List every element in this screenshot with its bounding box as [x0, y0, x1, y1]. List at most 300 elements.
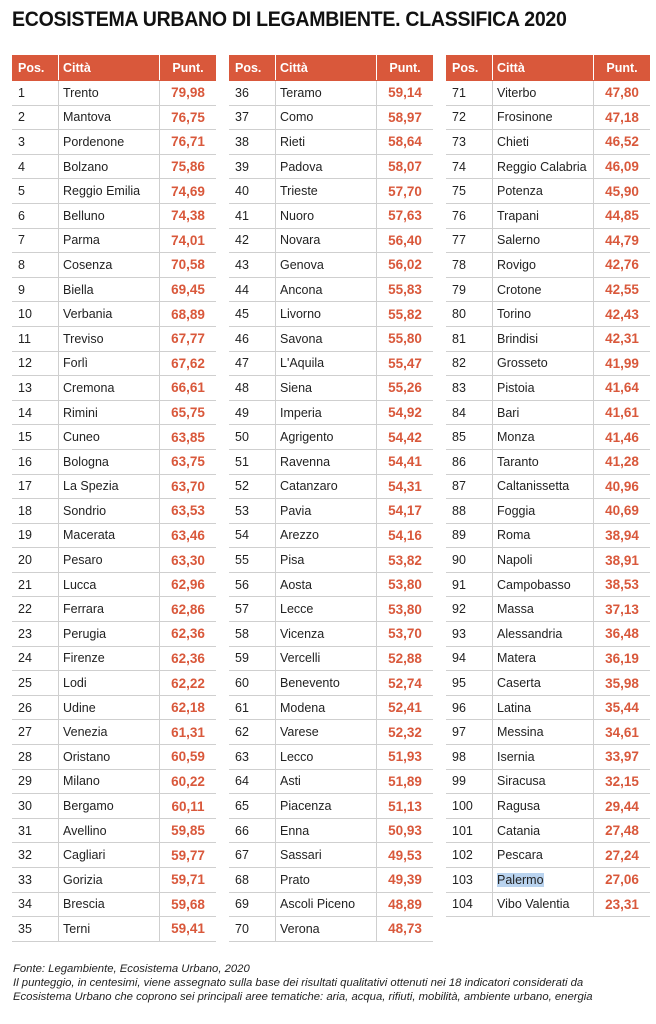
city-name-cell — [493, 646, 594, 671]
score: 59,14 — [377, 81, 434, 106]
table-row — [446, 720, 650, 745]
rank-position: 72 — [446, 105, 493, 130]
rank-position: 17 — [12, 474, 59, 499]
table-row — [12, 868, 216, 893]
score: 59,71 — [160, 868, 217, 893]
city-name-cell — [493, 253, 594, 278]
score: 45,90 — [594, 179, 651, 204]
score: 59,77 — [160, 843, 217, 868]
score: 51,89 — [377, 769, 434, 794]
table-row — [446, 400, 650, 425]
city-name-cell — [276, 622, 377, 647]
city-name: Monza — [497, 430, 535, 445]
rank-position: 102 — [446, 843, 493, 868]
city-name-cell — [276, 449, 377, 474]
table-row — [446, 769, 650, 794]
city-name: Imperia — [280, 405, 322, 420]
city-name-cell — [59, 81, 160, 106]
rank-position: 31 — [12, 818, 59, 843]
score: 48,73 — [377, 917, 434, 942]
table-row — [229, 203, 433, 228]
header-points: Punt. — [594, 55, 651, 81]
city-name: Bergamo — [63, 799, 114, 814]
table-row — [12, 572, 216, 597]
city-name-cell — [59, 105, 160, 130]
score: 61,31 — [160, 720, 217, 745]
city-name: Parma — [63, 233, 100, 248]
rank-position: 77 — [446, 228, 493, 253]
city-name-cell — [493, 499, 594, 524]
table-row — [446, 843, 650, 868]
table-row — [12, 548, 216, 573]
city-name-cell — [493, 203, 594, 228]
table-row — [12, 523, 216, 548]
header-city: Città — [493, 55, 594, 81]
table-row — [229, 572, 433, 597]
score: 62,36 — [160, 646, 217, 671]
city-name: Macerata — [63, 528, 116, 543]
city-name: Modena — [280, 700, 326, 715]
city-name-cell — [276, 523, 377, 548]
score: 41,61 — [594, 400, 651, 425]
table-row — [446, 868, 650, 893]
rank-position: 61 — [229, 695, 276, 720]
table-row — [229, 695, 433, 720]
score: 55,26 — [377, 376, 434, 401]
city-name: Foggia — [497, 503, 536, 518]
table-row — [229, 302, 433, 327]
table-header-row — [446, 55, 650, 81]
score: 63,85 — [160, 425, 217, 450]
score: 62,86 — [160, 597, 217, 622]
table-row — [12, 794, 216, 819]
score: 53,80 — [377, 572, 434, 597]
city-name: Lucca — [63, 577, 97, 592]
city-name-cell — [493, 130, 594, 155]
score: 41,28 — [594, 449, 651, 474]
score: 52,41 — [377, 695, 434, 720]
city-name: Treviso — [63, 331, 104, 346]
city-name: Latina — [497, 700, 532, 715]
ranking-table — [229, 55, 433, 942]
score: 52,74 — [377, 671, 434, 696]
city-name: Ragusa — [497, 799, 541, 814]
rank-position: 11 — [12, 326, 59, 351]
table-row — [229, 597, 433, 622]
score: 75,86 — [160, 154, 217, 179]
city-name: Viterbo — [497, 85, 537, 100]
table-row — [229, 843, 433, 868]
table-row — [229, 253, 433, 278]
table-row — [229, 105, 433, 130]
city-name-cell — [276, 400, 377, 425]
city-name: Trento — [63, 85, 99, 100]
table-row — [229, 474, 433, 499]
rank-position: 89 — [446, 523, 493, 548]
city-name: Pescara — [497, 848, 543, 863]
city-name: Vibo Valentia — [497, 897, 570, 912]
rank-position: 86 — [446, 449, 493, 474]
score: 65,75 — [160, 400, 217, 425]
score: 54,17 — [377, 499, 434, 524]
score: 54,31 — [377, 474, 434, 499]
city-name: Ancona — [280, 282, 323, 297]
city-name-cell — [276, 671, 377, 696]
city-name-cell — [493, 695, 594, 720]
city-name-cell — [276, 548, 377, 573]
city-name: Bolzano — [63, 159, 109, 174]
city-name: Venezia — [63, 725, 108, 740]
table-row — [229, 400, 433, 425]
table-row — [229, 868, 433, 893]
table-row — [446, 326, 650, 351]
rank-position: 35 — [12, 917, 59, 942]
city-name: Catania — [497, 823, 541, 838]
city-name-cell — [59, 622, 160, 647]
rank-position: 83 — [446, 376, 493, 401]
table-row — [446, 203, 650, 228]
city-name-cell — [276, 695, 377, 720]
table-row — [12, 277, 216, 302]
city-name-cell — [276, 105, 377, 130]
table-row — [446, 597, 650, 622]
rank-position: 24 — [12, 646, 59, 671]
city-name-cell — [276, 425, 377, 450]
score: 37,13 — [594, 597, 651, 622]
city-name: Massa — [497, 602, 534, 617]
city-name: Siena — [280, 380, 312, 395]
city-name: Gorizia — [63, 872, 103, 887]
rank-position: 10 — [12, 302, 59, 327]
score: 41,99 — [594, 351, 651, 376]
city-name-cell — [59, 917, 160, 942]
city-name-cell — [59, 499, 160, 524]
score: 62,18 — [160, 695, 217, 720]
table-row — [12, 695, 216, 720]
city-name: Pistoia — [497, 380, 535, 395]
city-name: Biella — [63, 282, 94, 297]
score: 54,92 — [377, 400, 434, 425]
city-name: Trapani — [497, 208, 539, 223]
rank-position: 9 — [12, 277, 59, 302]
table-row — [446, 449, 650, 474]
city-name: Taranto — [497, 454, 539, 469]
city-name-cell — [276, 277, 377, 302]
table-row — [229, 917, 433, 942]
rank-position: 69 — [229, 892, 276, 917]
city-name-cell — [59, 695, 160, 720]
rank-position: 39 — [229, 154, 276, 179]
city-name: Pisa — [280, 553, 305, 568]
city-name: Napoli — [497, 553, 533, 568]
city-name: Pavia — [280, 503, 312, 518]
rank-position: 104 — [446, 892, 493, 917]
table-row — [229, 499, 433, 524]
score: 69,45 — [160, 277, 217, 302]
score: 42,31 — [594, 326, 651, 351]
score: 60,22 — [160, 769, 217, 794]
city-name-cell — [59, 794, 160, 819]
table-row — [229, 769, 433, 794]
city-name: Cosenza — [63, 257, 113, 272]
rank-position: 56 — [229, 572, 276, 597]
table-row — [12, 203, 216, 228]
city-name-cell — [276, 130, 377, 155]
city-name-cell — [493, 523, 594, 548]
rank-position: 96 — [446, 695, 493, 720]
table-row — [229, 376, 433, 401]
footnote — [13, 962, 643, 1004]
table-row — [446, 302, 650, 327]
city-name: Ascoli Piceno — [280, 897, 356, 912]
city-name: Catanzaro — [280, 479, 338, 494]
table-row — [446, 794, 650, 819]
city-name: Caserta — [497, 676, 541, 691]
city-name: Como — [280, 110, 314, 125]
table-row — [12, 326, 216, 351]
city-name: Vicenza — [280, 626, 325, 641]
rank-position: 82 — [446, 351, 493, 376]
table-row — [12, 622, 216, 647]
rank-position: 21 — [12, 572, 59, 597]
rank-position: 19 — [12, 523, 59, 548]
score: 59,68 — [160, 892, 217, 917]
rank-position: 75 — [446, 179, 493, 204]
city-name: Firenze — [63, 651, 105, 666]
city-name-cell — [493, 597, 594, 622]
rank-position: 40 — [229, 179, 276, 204]
city-name-cell — [59, 425, 160, 450]
city-name: Pesaro — [63, 553, 103, 568]
city-name: Aosta — [280, 577, 312, 592]
city-name: Lecce — [280, 602, 314, 617]
score: 35,44 — [594, 695, 651, 720]
city-name: Sassari — [280, 848, 322, 863]
city-name: Mantova — [63, 110, 111, 125]
table-row — [229, 523, 433, 548]
rank-position: 76 — [446, 203, 493, 228]
score: 58,07 — [377, 154, 434, 179]
city-name: Enna — [280, 823, 310, 838]
city-name: La Spezia — [63, 479, 119, 494]
score: 48,89 — [377, 892, 434, 917]
city-name: Livorno — [280, 307, 321, 322]
rank-position: 87 — [446, 474, 493, 499]
city-name-cell — [59, 474, 160, 499]
table-row — [12, 474, 216, 499]
page-title: ECOSISTEMA URBANO DI LEGAMBIENTE. CLASSIFICA 2020 — [12, 8, 567, 31]
table-row — [229, 154, 433, 179]
rank-position: 18 — [12, 499, 59, 524]
city-name: Grosseto — [497, 356, 548, 371]
score: 67,77 — [160, 326, 217, 351]
rank-position: 103 — [446, 868, 493, 893]
table-row — [12, 449, 216, 474]
rank-position: 44 — [229, 277, 276, 302]
table-row — [229, 622, 433, 647]
city-name-cell — [493, 474, 594, 499]
city-name: Chieti — [497, 134, 529, 149]
city-name-cell — [59, 179, 160, 204]
city-name-cell — [59, 818, 160, 843]
city-name: Terni — [63, 921, 91, 936]
city-name: Rimini — [63, 405, 98, 420]
city-name-cell — [59, 868, 160, 893]
score: 42,76 — [594, 253, 651, 278]
table-row — [446, 179, 650, 204]
city-name: Ferrara — [63, 602, 104, 617]
score: 53,70 — [377, 622, 434, 647]
table-row — [229, 671, 433, 696]
table-row — [446, 499, 650, 524]
city-name-cell — [59, 400, 160, 425]
table-row — [446, 81, 650, 106]
table-row — [12, 154, 216, 179]
city-name-cell — [59, 302, 160, 327]
rank-position: 65 — [229, 794, 276, 819]
score: 60,11 — [160, 794, 217, 819]
rank-position: 5 — [12, 179, 59, 204]
score: 44,79 — [594, 228, 651, 253]
city-name: Udine — [63, 700, 96, 715]
ranking-column-2 — [229, 55, 433, 942]
table-row — [446, 745, 650, 770]
rank-position: 90 — [446, 548, 493, 573]
score: 74,01 — [160, 228, 217, 253]
table-row — [229, 818, 433, 843]
rank-position: 4 — [12, 154, 59, 179]
score: 55,47 — [377, 351, 434, 376]
rank-position: 79 — [446, 277, 493, 302]
city-name: Campobasso — [497, 577, 571, 592]
score: 52,32 — [377, 720, 434, 745]
city-name-cell — [276, 917, 377, 942]
city-name: Bologna — [63, 454, 109, 469]
rank-position: 74 — [446, 154, 493, 179]
score: 41,64 — [594, 376, 651, 401]
table-row — [229, 548, 433, 573]
rank-position: 50 — [229, 425, 276, 450]
rank-position: 49 — [229, 400, 276, 425]
score: 29,44 — [594, 794, 651, 819]
rank-position: 48 — [229, 376, 276, 401]
table-row — [229, 720, 433, 745]
city-name-cell — [493, 81, 594, 106]
score: 56,40 — [377, 228, 434, 253]
rank-position: 64 — [229, 769, 276, 794]
city-name: Oristano — [63, 749, 111, 764]
city-name-cell — [276, 818, 377, 843]
city-name-cell — [276, 351, 377, 376]
table-row — [229, 130, 433, 155]
city-name: Caltanissetta — [497, 479, 570, 494]
score: 33,97 — [594, 745, 651, 770]
table-row — [446, 671, 650, 696]
city-name: Prato — [280, 872, 310, 887]
table-row — [229, 277, 433, 302]
table-row — [446, 425, 650, 450]
city-name-cell — [493, 179, 594, 204]
rank-position: 84 — [446, 400, 493, 425]
rank-position: 47 — [229, 351, 276, 376]
city-name: Perugia — [63, 626, 107, 641]
header-points: Punt. — [160, 55, 217, 81]
rank-position: 15 — [12, 425, 59, 450]
city-name-cell — [276, 892, 377, 917]
table-row — [12, 376, 216, 401]
city-name: Roma — [497, 528, 531, 543]
city-name: Padova — [280, 159, 323, 174]
score: 56,02 — [377, 253, 434, 278]
rank-position: 95 — [446, 671, 493, 696]
score: 58,97 — [377, 105, 434, 130]
score: 44,85 — [594, 203, 651, 228]
rank-position: 30 — [12, 794, 59, 819]
score: 27,24 — [594, 843, 651, 868]
city-name: Crotone — [497, 282, 542, 297]
rank-position: 59 — [229, 646, 276, 671]
city-name-cell — [276, 499, 377, 524]
city-name: Agrigento — [280, 430, 334, 445]
score: 42,55 — [594, 277, 651, 302]
city-name-cell — [276, 326, 377, 351]
city-name-cell — [276, 154, 377, 179]
table-row — [229, 228, 433, 253]
score: 62,36 — [160, 622, 217, 647]
header-pos: Pos. — [446, 55, 493, 81]
rank-position: 51 — [229, 449, 276, 474]
score: 57,70 — [377, 179, 434, 204]
rank-position: 42 — [229, 228, 276, 253]
score: 42,43 — [594, 302, 651, 327]
table-row — [12, 105, 216, 130]
ranking-table — [446, 55, 650, 917]
city-name-cell — [59, 523, 160, 548]
city-name-cell — [276, 720, 377, 745]
rank-position: 91 — [446, 572, 493, 597]
rank-position: 73 — [446, 130, 493, 155]
city-name: Milano — [63, 774, 100, 789]
city-name-cell — [59, 597, 160, 622]
table-header-row — [12, 55, 216, 81]
table-row — [446, 228, 650, 253]
table-row — [12, 597, 216, 622]
rank-position: 8 — [12, 253, 59, 278]
footnote-note: Il punteggio, in centesimi, viene assegnato sulla base dei risultati qualitativi ottenuti nei 18 indicatori considerati da Ecosistema Urbano che coprono sei principali aree tematiche: aria, acqua, rifiuti, mobilità, ambiente urbano, energia — [13, 977, 593, 1003]
city-name-cell — [493, 376, 594, 401]
score: 52,88 — [377, 646, 434, 671]
city-name: Salerno — [497, 233, 541, 248]
city-name: Cremona — [63, 380, 115, 395]
city-name-cell — [59, 130, 160, 155]
table-row — [12, 671, 216, 696]
city-name: Rieti — [280, 134, 306, 149]
score: 79,98 — [160, 81, 217, 106]
rank-position: 54 — [229, 523, 276, 548]
score: 51,93 — [377, 745, 434, 770]
rank-position: 28 — [12, 745, 59, 770]
rank-position: 38 — [229, 130, 276, 155]
score: 50,93 — [377, 818, 434, 843]
table-row — [12, 843, 216, 868]
score: 32,15 — [594, 769, 651, 794]
rank-position: 45 — [229, 302, 276, 327]
city-name: Sondrio — [63, 503, 107, 518]
rank-position: 66 — [229, 818, 276, 843]
city-name: Messina — [497, 725, 544, 740]
score: 41,46 — [594, 425, 651, 450]
ranking-column-3 — [446, 55, 650, 917]
